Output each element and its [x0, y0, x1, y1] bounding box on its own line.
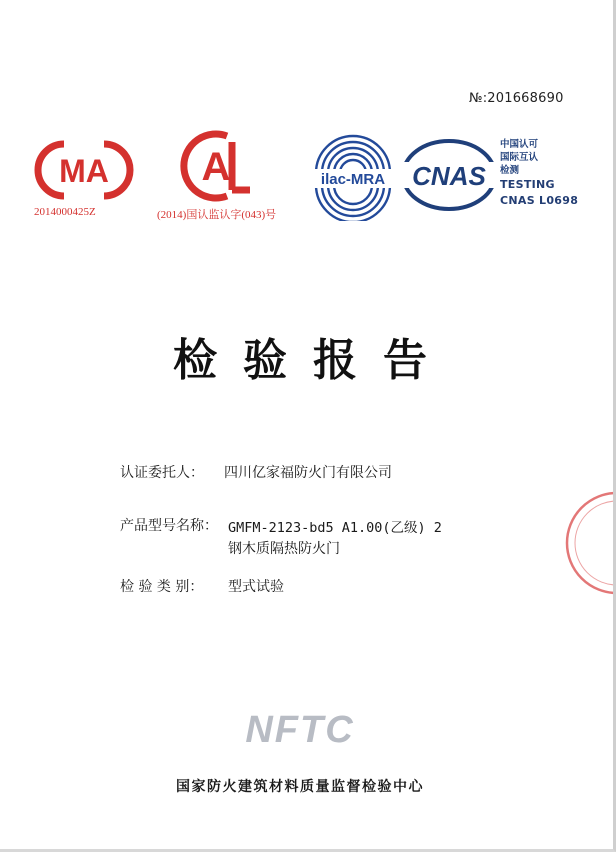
cma-code: 2014000425Z [34, 206, 96, 218]
test-type-value: 型式试验 [228, 579, 284, 595]
cnas-logo [400, 138, 498, 212]
cnas-number: CNAS L0698 [500, 194, 579, 207]
issuing-center: 国家防火建筑材料质量监督检验中心 [176, 779, 424, 795]
cnas-line: 检测 [500, 165, 520, 176]
model-label: 产品型号名称： [120, 518, 218, 534]
official-seal [555, 488, 613, 602]
cal-code: (2014)国认监认字(043)号 [157, 209, 277, 221]
cnas-line: 国际互认 [500, 152, 539, 163]
cnas-line: 中国认可 [500, 139, 539, 150]
nftc-logo-text: NFTC [245, 709, 355, 751]
cma-logo-text: MA [59, 153, 109, 189]
cnas-testing: TESTING [500, 178, 555, 191]
test-type-label: 检 验 类 别： [120, 579, 204, 595]
ilac-mra-logo [308, 133, 398, 221]
client-label: 认证委托人： [120, 465, 204, 481]
cnas-accreditation-text [500, 138, 578, 209]
ilac-logo-text: ilac-MRA [320, 171, 386, 188]
model-value: GMFM-2123-bd5 A1.00(乙级) 2 [228, 520, 442, 536]
model-name: 钢木质隔热防火门 [228, 541, 340, 557]
cal-logo [172, 128, 258, 204]
client-value: 四川亿家福防火门有限公司 [224, 465, 392, 481]
cma-logo [34, 140, 134, 200]
cal-logo-text: A [201, 145, 231, 189]
nftc-logo [230, 702, 370, 756]
report-number: №:201668690 [469, 91, 564, 106]
cnas-logo-text: CNAS [412, 161, 486, 191]
page-title: 检验报告 [173, 335, 453, 386]
